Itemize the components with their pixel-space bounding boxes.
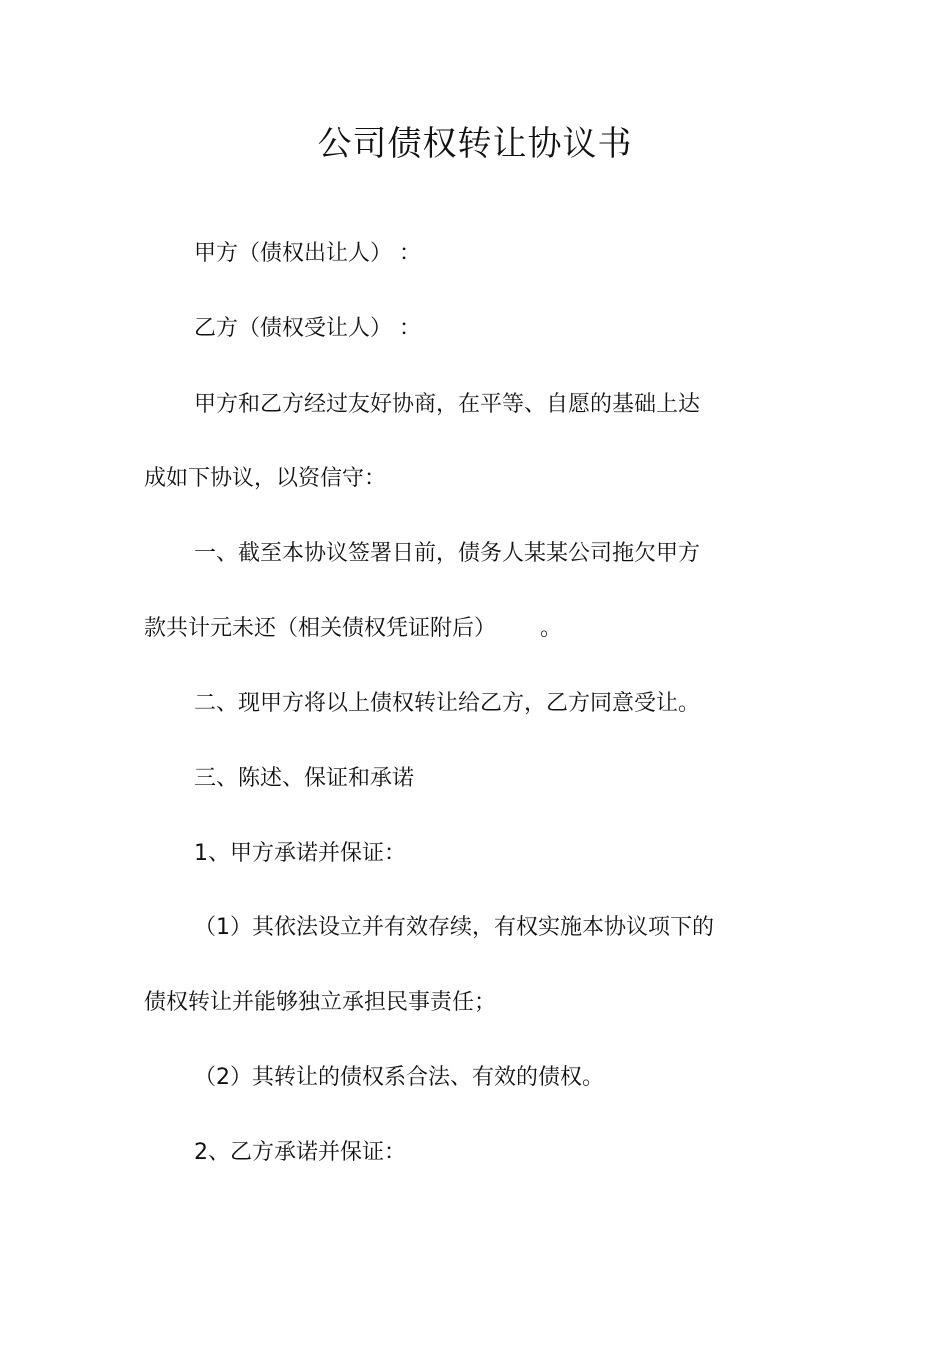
preamble-line-2: 成如下协议，以资信守： — [144, 466, 387, 491]
item-1-sub-1-line-1: （1）其依法设立并有效存续，有权实施本协议项下的 — [194, 915, 714, 940]
clause-3-heading: 三、陈述、保证和承诺 — [194, 766, 415, 791]
clause-1-text: 款共计元未还（相关债权凭证附后） — [144, 616, 497, 641]
party-a-line: 甲方（债权出让人） ： — [194, 241, 421, 266]
item-1-heading: 1、甲方承诺并保证： — [194, 841, 406, 866]
item-1-sub-1-line-2: 债权转让并能够独立承担民事责任； — [144, 990, 497, 1015]
clause-1-line-2 — [144, 614, 562, 644]
item-2-heading: 2、乙方承诺并保证： — [194, 1140, 406, 1165]
party-b-line: 乙方（债权受让人） ： — [194, 316, 421, 341]
item-1-sub-2-line: （2）其转让的债权系合法、有效的债权。 — [194, 1065, 604, 1090]
clause-1-period: 。 — [540, 616, 563, 641]
clause-1-line-1: 一、截至本协议签署日前，债务人某某公司拖欠甲方 — [194, 541, 701, 566]
preamble-line-1: 甲方和乙方经过友好协商，在平等、自愿的基础上达 — [194, 392, 701, 417]
document-title: 公司债权转让协议书 — [317, 124, 633, 164]
clause-2-line: 二、现甲方将以上债权转让给乙方，乙方同意受让。 — [194, 691, 701, 716]
